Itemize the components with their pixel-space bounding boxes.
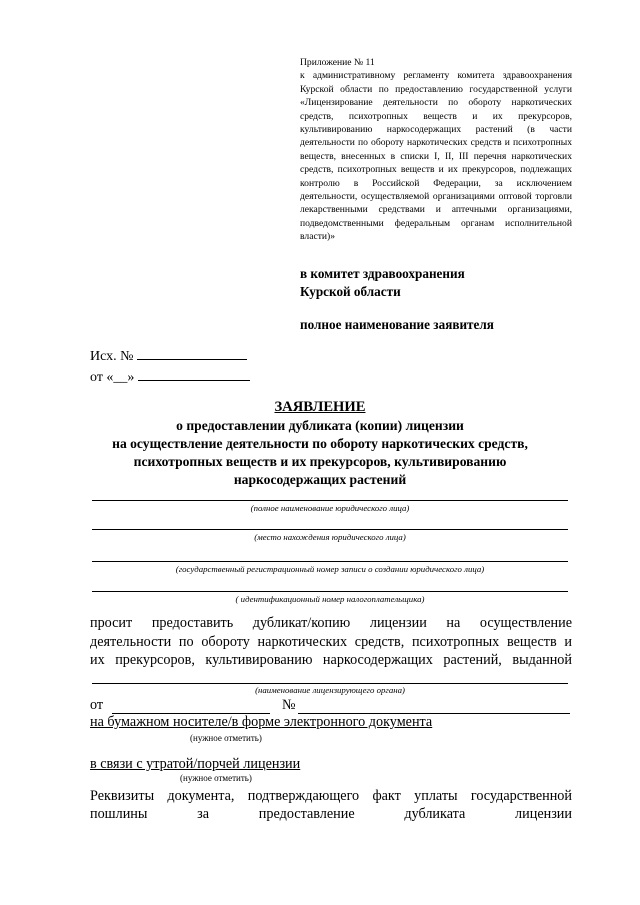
- request-line2: деятельности по обороту наркотических средств, психотропных веществ и: [90, 634, 572, 650]
- appendix-title: Приложение № 11: [300, 57, 375, 68]
- request-line1: просит предоставить дубликат/копию лицензии на осуществление: [90, 615, 572, 631]
- heading-line4: наркосодержащих растений: [233, 472, 407, 487]
- outgoing-number: [90, 346, 247, 365]
- outgoing-date: [90, 367, 250, 386]
- reg-number-field[interactable]: [92, 561, 568, 562]
- outgoing-date-field[interactable]: [138, 367, 250, 381]
- location-field[interactable]: [92, 529, 568, 530]
- outgoing-date-label: от «__»: [90, 370, 135, 385]
- payment-line1: Реквизиты документа, подтверждающего факт уплаты государственной: [90, 788, 572, 804]
- reg-number-caption: (государственный регистрационный номер записи о создании юридического лица): [175, 564, 485, 574]
- legal-name-caption: (полное наименование юридического лица): [250, 503, 410, 513]
- applicant-label: полное наименование заявителя: [300, 317, 494, 332]
- reason-choice[interactable]: в связи с утратой/порчей лицензии: [90, 756, 301, 772]
- document-title: ЗАЯВЛЕНИЕ: [274, 399, 366, 415]
- format-choice[interactable]: на бумажном носителе/в форме электронного документа: [90, 714, 433, 730]
- heading-line2: на осуществление деятельности по обороту наркотических средств,: [112, 436, 528, 451]
- heading-line1: о предоставлении дубликата (копии) лицензии: [176, 418, 464, 433]
- inn-caption: ( идентификационный номер налогоплательщика): [235, 594, 425, 604]
- location-caption: (место нахождения юридического лица): [254, 532, 406, 542]
- appendix-text: к административному регламенту комитета здравоохранения Курской области по предоставлению государственной услуги «Лицензирование деятельности по обороту наркотических средств, психотропных веществ и их прекурсоров, культивированию наркосодержащих растений (в части деятельности по обороту наркотических средств и психотропных веществ, внесенных в списки I, II, III перечня наркотических средств, психотропных веществ и их прекурсоров, подлежащих контролю в Российской Федерации, за исключением деятельности, осуществляемой организациями оптовой торговли лекарственными средствами и аптечными организациями, подведомственными федеральным органам исполнительной власти)»: [300, 70, 572, 243]
- appendix-block: [300, 56, 572, 244]
- issuer-field[interactable]: [92, 683, 568, 684]
- legal-name-field[interactable]: [92, 500, 568, 501]
- outgoing-number-label: Исх. №: [90, 349, 134, 364]
- outgoing-number-field[interactable]: [137, 346, 247, 360]
- format-note: (нужное отметить): [190, 733, 262, 743]
- addressee-line2: Курской области: [300, 284, 401, 299]
- payment-line2: пошлины за предоставление дубликата лицензии: [90, 806, 572, 822]
- inn-field[interactable]: [92, 591, 568, 592]
- addressee-line1: в комитет здравоохранения: [300, 266, 465, 281]
- request-line3: их прекурсоров, культивированию наркосодержащих растений, выданной: [90, 652, 572, 668]
- issuer-caption: (наименование лицензирующего органа): [255, 685, 405, 695]
- license-number-label: №: [282, 697, 296, 713]
- reason-note: (нужное отметить): [180, 773, 252, 783]
- license-from-label: от: [90, 697, 104, 713]
- heading-line3: психотропных веществ и их прекурсоров, культивированию: [133, 454, 507, 469]
